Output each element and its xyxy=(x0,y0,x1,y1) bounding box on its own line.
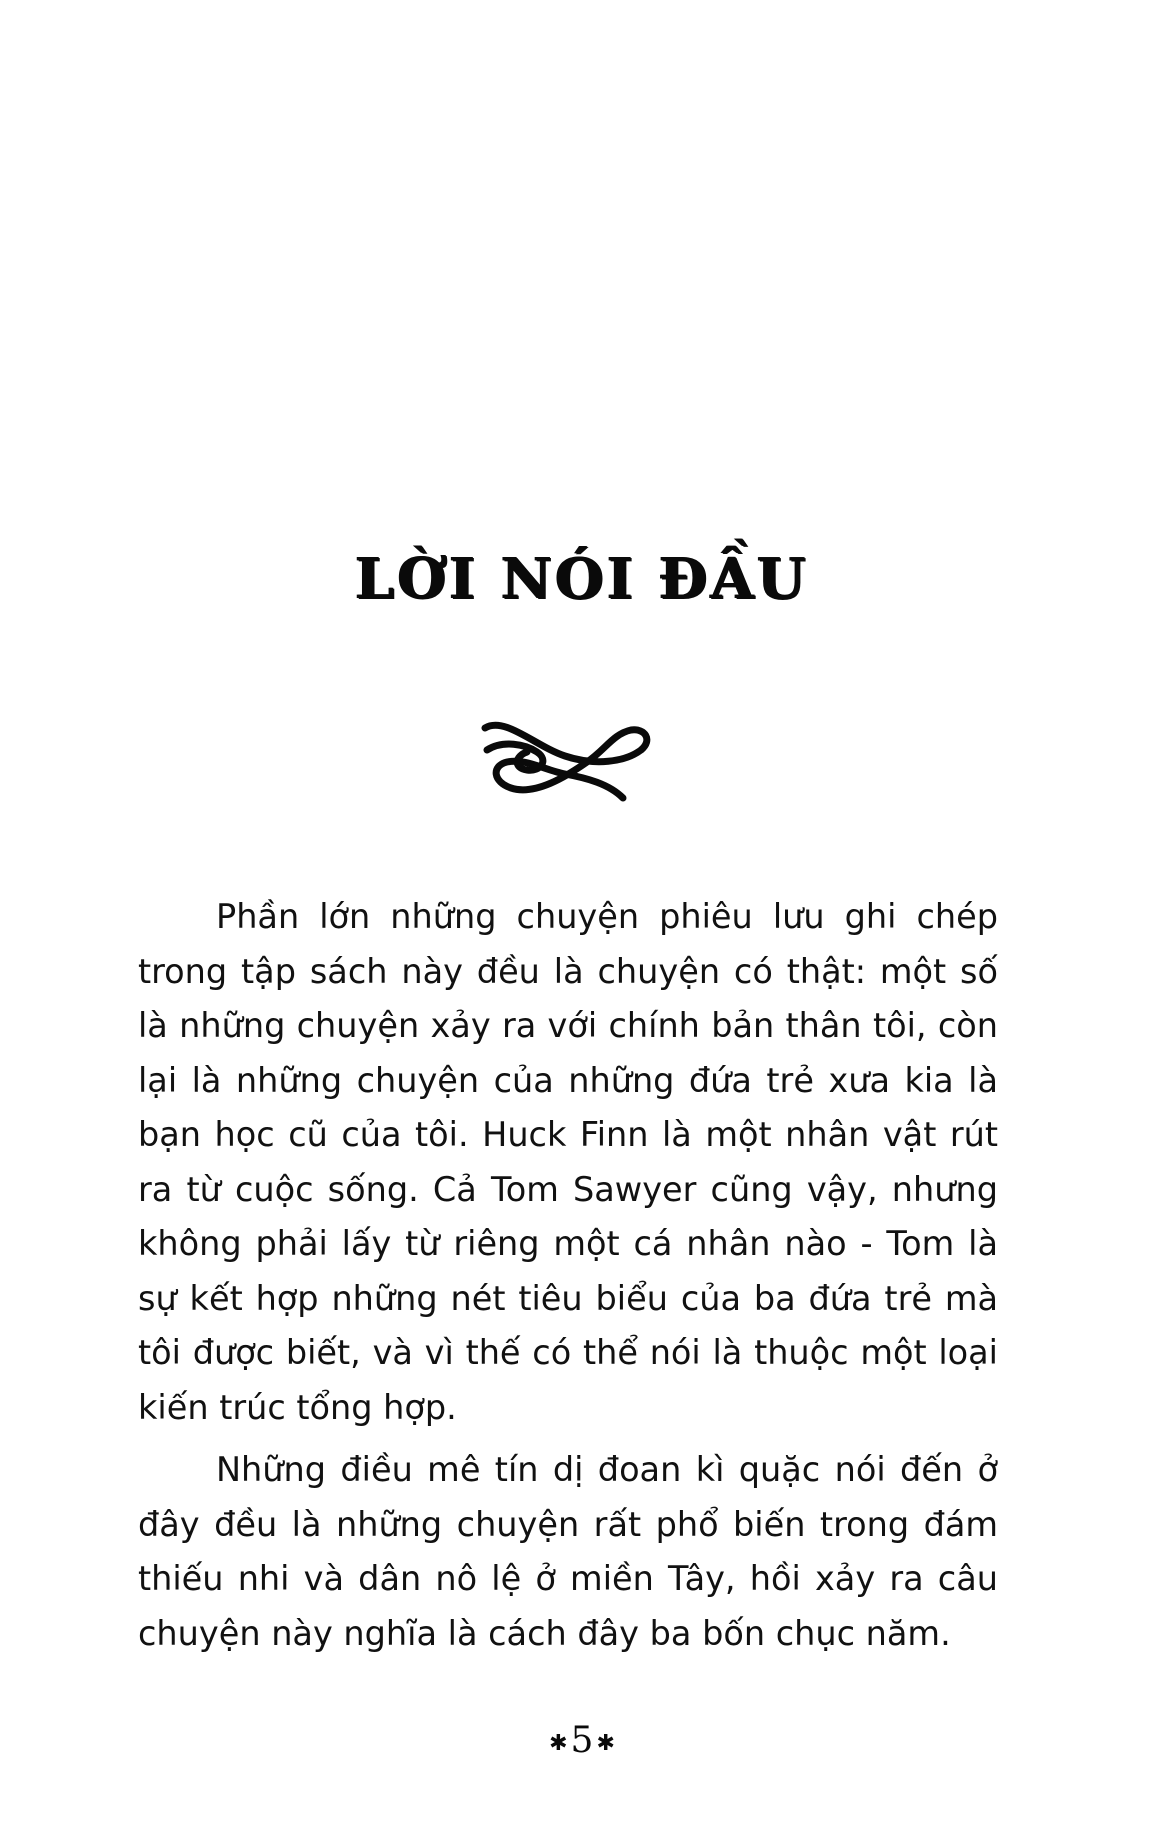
paragraph-2: Những điều mê tín dị đoan kì quặc nói đến ở đây đều là những chuyện rất phổ biến trong đám thiếu nhi và dân nô lệ ở miền Tây, hồi xảy ra câu chuyện này nghĩa là cách đây ba bốn chục năm. xyxy=(138,1450,998,1653)
chapter-title: LỜI NÓI ĐẦU xyxy=(355,546,809,612)
page-number xyxy=(0,1720,1164,1761)
paragraph-1: Phần lớn những chuyện phiêu lưu ghi chép trong tập sách này đều là chuyện có thật: một số là những chuyện xảy ra với chính bản thân tôi, còn lại là những chuyện của những đứa trẻ xưa kia là bạn học cũ của tôi. Huck Finn là một nhân vật rút ra từ cuộc sống. Cả Tom Sawyer cũng vậy, nhưng không phải lấy từ riêng một cá nhân nào - Tom là sự kết hợp những nét tiêu biểu của ba đứa trẻ mà tôi được biết, và vì thế có thể nói là thuộc một loại kiến trúc tổng hợp. xyxy=(138,897,998,1427)
star-icon: ✱ xyxy=(549,1730,568,1756)
page-number-value: 5 xyxy=(570,1720,594,1761)
star-icon: ✱ xyxy=(596,1730,615,1756)
preface-body xyxy=(138,890,998,1661)
flourish-divider-icon xyxy=(475,710,655,810)
